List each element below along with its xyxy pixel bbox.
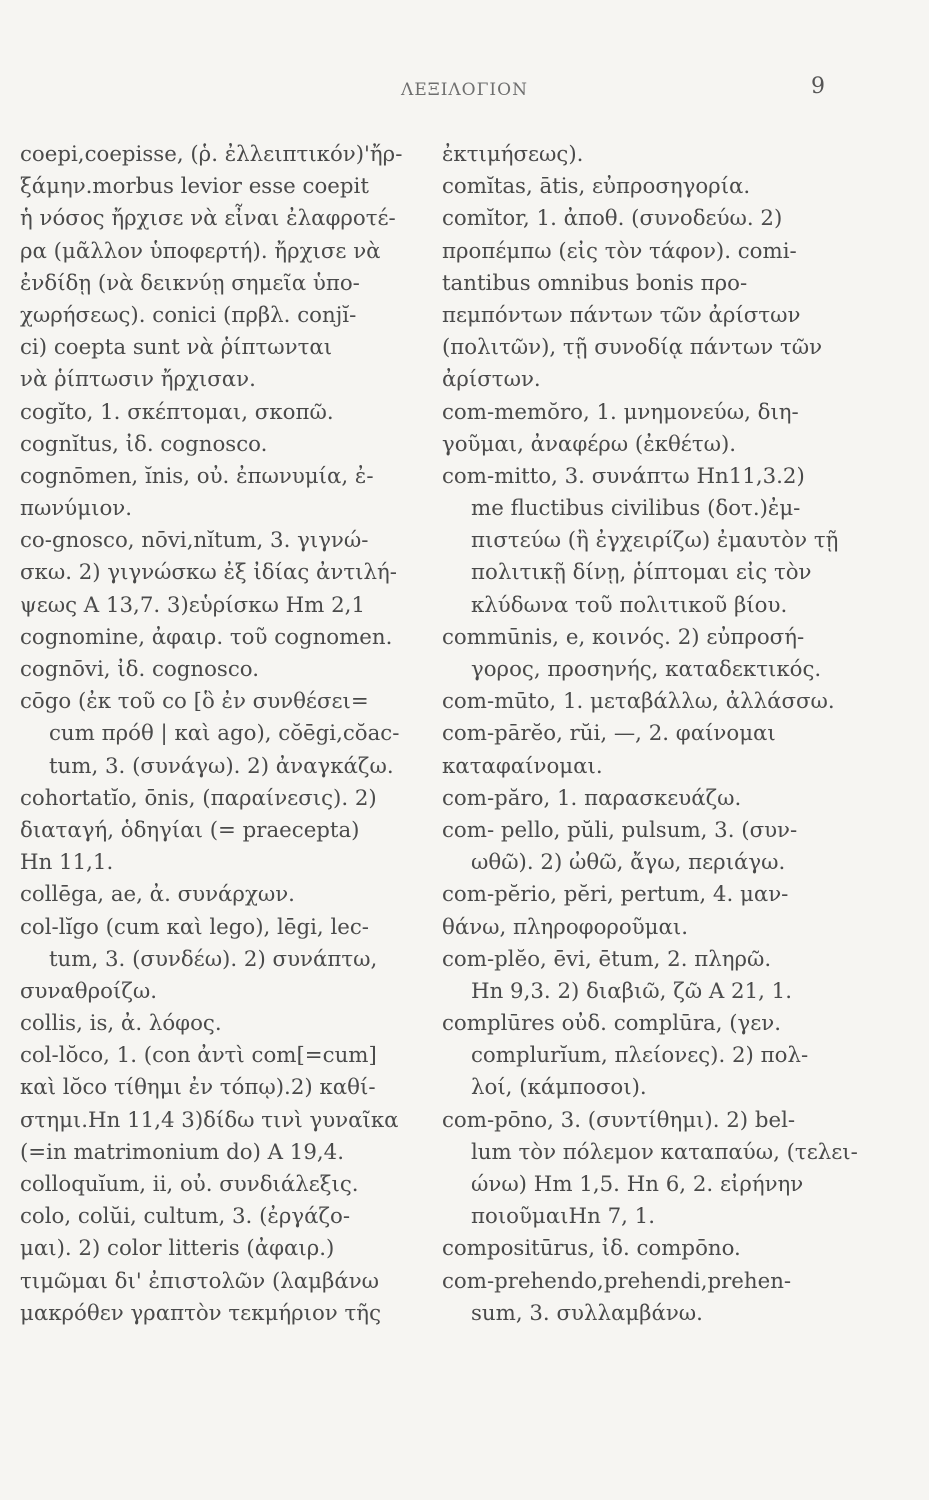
dictionary-line: colloquĭum, ii, οὐ. συνδιάλεξις. [20,1172,359,1197]
dictionary-line: cognĭtus, ἰδ. cognosco. [20,431,268,457]
dictionary-line: cognōvi, ἰδ. cognosco. [20,657,260,682]
dictionary-line: μακρόθεν γραπτὸν τεκμήριον τῆς [20,1300,381,1326]
dictionary-line: collis, is, ἀ. λόφος. [20,1011,222,1037]
dictionary-line: λοί, (κάμποσοι). [471,1075,647,1101]
page-header-title: ΛΕΞΙΛΟΓΙΟΝ [401,80,528,100]
dictionary-line: διαταγή, ὁδηγίαι (= praecepta) [20,817,360,843]
dictionary-line: commūnis, e, κοινός. 2) εὐπροσή- [442,624,805,650]
dictionary-line: com-păro, 1. παρασκευάζω. [442,785,742,811]
dictionary-line: πολιτικῇ δίνῃ, ῥίπτομαι εἰς τὸν [471,560,812,586]
dictionary-line: καὶ lŏco τίθημι ἐν τόπῳ).2) καθί- [20,1075,376,1101]
dictionary-line: μαι). 2) color litteris (ἀφαιρ.) [20,1236,335,1262]
page-number: 9 [811,74,825,99]
dictionary-line: col-lĭgo (cum καὶ lego), lēgi, lec- [20,914,369,940]
dictionary-line: col-lŏco, 1. (con ἀντὶ com[=cum] [20,1043,377,1069]
dictionary-line: cogĭto, 1. σκέπτομαι, σκοπῶ. [20,399,334,425]
dictionary-line: (πολιτῶν), τῇ συνοδίᾳ πάντων τῶν [442,335,823,361]
dictionary-line: στημι.Hn 11,4 3)δίδω τινὶ γυναῖκα [20,1107,399,1133]
dictionary-line: sum, 3. συλλαμβάνω. [471,1300,703,1326]
dictionary-line: θάνω, πληροφοροῦμαι. [442,914,689,940]
dictionary-line: καταφαίνομαι. [442,753,603,779]
dictionary-line: complūres οὐδ. complūra, (γεν. [442,1011,782,1037]
dictionary-line: ώνω) Hm 1,5. Hn 6, 2. εἰρήνην [471,1172,804,1197]
dictionary-line: προπέμπω (εἰς τὸν τάφον). comi- [442,238,797,264]
dictionary-line: com-pārĕo, rŭi, —, 2. φαίνομαι [442,721,776,747]
dictionary-line: νὰ ῥίπτωσιν ἤρχισαν. [20,367,256,393]
dictionary-line: γοῦμαι, ἀναφέρω (ἐκθέτω). [442,431,737,457]
dictionary-line: coepi,coepisse, (ῥ. ἐλλειπτικόν)'ἤρ- [20,142,403,167]
dictionary-line: cohortatĭo, ōnis, (παραίνεσις). 2) [20,785,377,811]
dictionary-line: ἡ νόσος ἤρχισε νὰ εἶναι ἐλαφροτέ- [20,206,396,232]
dictionary-line: com- pello, pŭli, pulsum, 3. (συν- [442,817,798,843]
dictionary-line: πωνύμιον. [20,496,132,522]
dictionary-line: (=in matrimonium do) A 19,4. [20,1139,344,1165]
dictionary-line: colo, colŭi, cultum, 3. (ἐργάζο- [20,1204,351,1230]
dictionary-line: cognomine, ἀφαιρ. τοῦ cognomen. [20,624,393,650]
dictionary-line: com-prehendo,prehendi,prehen- [442,1268,792,1294]
dictionary-line: Hn 9,3. 2) διαβιῶ, ζῶ A 21, 1. [471,978,793,1004]
dictionary-line: ἐνδίδῃ (νὰ δεικνύῃ σημεῖα ὑπο- [20,270,360,296]
dictionary-line: πιστεύω (ἢ ἐγχειρίζω) ἐμαυτὸν τῇ [471,528,839,554]
dictionary-line: ἀρίστων. [442,367,541,393]
left-column [20,139,410,1330]
dictionary-line: lum τὸν πόλεμον καταπαύω, (τελει- [471,1139,858,1165]
dictionary-line: tantibus omnibus bonis προ- [442,270,748,296]
dictionary-line: cognōmen, ĭnis, οὐ. ἐπωνυμία, ἐ- [20,463,374,489]
dictionary-line: ωθῶ). 2) ὠθῶ, ἄγω, περιάγω. [471,850,786,876]
dictionary-line: com-pōno, 3. (συντίθημι). 2) bel- [442,1107,796,1133]
dictionary-line: ποιοῦμαιHn 7, 1. [471,1204,655,1230]
right-column [442,139,858,1330]
dictionary-line: compositūrus, ἰδ. compōno. [442,1236,741,1262]
dictionary-line: complurĭum, πλείονες). 2) πολ- [471,1043,809,1069]
dictionary-line: collēga, ae, ἀ. συνάρχων. [20,882,295,908]
dictionary-line: ἐκτιμήσεως). [442,142,584,167]
dictionary-line: com-mitto, 3. συνάπτω Hn11,3.2) [442,463,805,489]
dictionary-line: cōgo (ἐκ τοῦ co [ὃ ἐν συνθέσει= [20,689,369,715]
dictionary-line: me fluctibus civilibus (δοτ.)ἐμ- [471,496,801,522]
dictionary-line: com-mūto, 1. μεταβάλλω, ἀλλάσσω. [442,689,835,715]
dictionary-line: κλύδωνα τοῦ πολιτικοῦ βίου. [471,592,788,618]
dictionary-line: συναθροίζω. [20,978,158,1004]
dictionary-line: ξάμην.morbus levior esse coepit [20,174,369,200]
dictionary-line: co-gnosco, nōvi,nĭtum, 3. γιγνώ- [20,528,369,554]
dictionary-line: ρα (μᾶλλον ὑποφερτή). ἤρχισε νὰ [20,238,381,264]
dictionary-line: com-memŏro, 1. μνημονεύω, διη- [442,399,799,425]
dictionary-line: Hn 11,1. [20,850,114,876]
dictionary-line: σκω. 2) γιγνώσκω ἐξ ἰδίας ἀντιλή- [20,560,397,586]
dictionary-line: χωρήσεως). conici (πρβλ. conjĭ- [20,302,357,328]
dictionary-line: com-plĕo, ēvi, ētum, 2. πληρῶ. [442,946,772,972]
dictionary-line: com-pĕrio, pĕri, pertum, 4. μαν- [442,882,789,908]
dictionary-line: τιμῶμαι δι' ἐπιστολῶν (λαμβάνω [20,1268,380,1294]
dictionary-line: πεμπόντων πάντων τῶν ἀρίστων [442,302,801,328]
dictionary-line: ψεως A 13,7. 3)εὑρίσκω Hm 2,1 [20,592,366,618]
dictionary-line: comĭtas, ātis, εὐπροσηγορία. [442,174,751,200]
dictionary-line: comĭtor, 1. ἀποθ. (συνοδεύω. 2) [442,206,783,232]
dictionary-line: γορος, προσηνής, καταδεκτικός. [471,657,822,682]
dictionary-line: ci) coepta sunt νὰ ῥίπτωνται [20,335,333,361]
dictionary-line: tum, 3. (συνάγω). 2) ἀναγκάζω. [49,753,394,779]
dictionary-line: cum πρόθ | καὶ ago), cŏēgi,cŏac- [49,721,400,747]
dictionary-line: tum, 3. (συνδέω). 2) συνάπτω, [49,946,378,972]
